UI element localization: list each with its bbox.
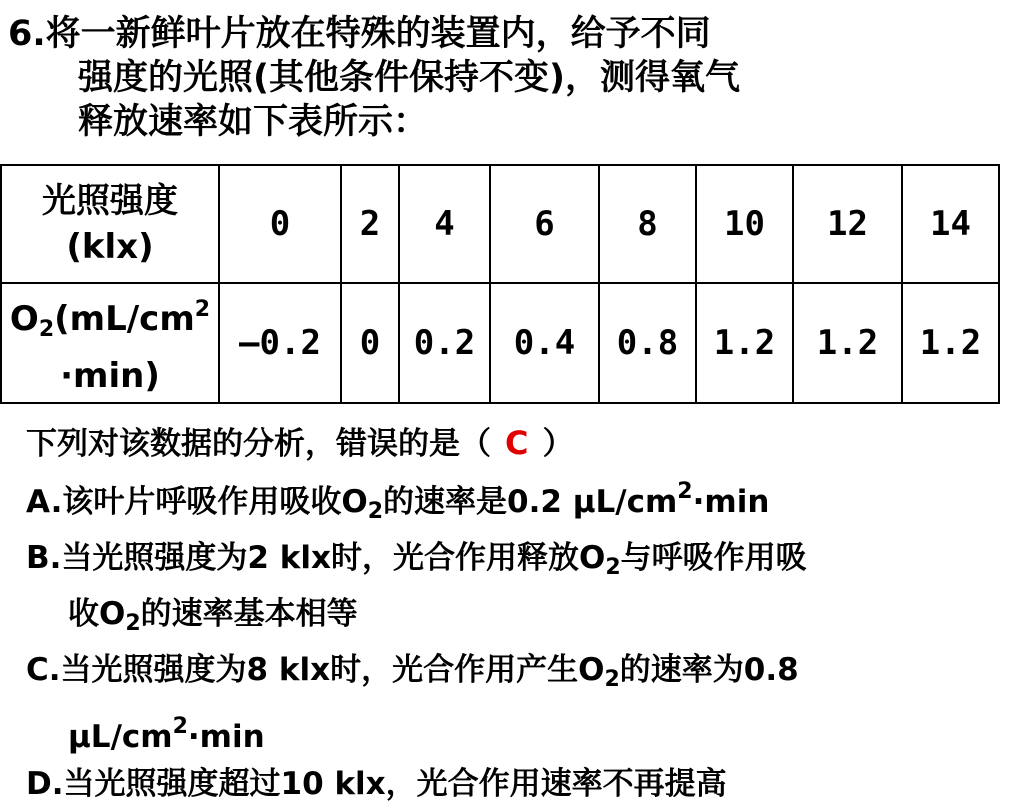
intensity-cell: 4 [399,165,490,283]
o2-rate-cell: —0.2 [219,283,341,403]
o2-rate-unit: ·min) [60,356,160,396]
o2-rate-cell: 0 [341,283,399,403]
stem-line-2: 强度的光照(其他条件保持不变)，测得氧气 [78,58,740,98]
light-intensity-label: 光照强度 [42,181,178,221]
option-a: A.该叶片呼吸作用吸收$O_2$的速率是0.2 $\mu L/cm^2\cdot\min$ [26,479,770,524]
light-intensity-row [1,165,999,283]
option-b-cont: 收$O_2$的速率基本相等 [68,596,358,636]
o2-rate-header [1,283,219,403]
o2-rate-row [1,283,999,403]
intensity-cell: 0 [219,165,341,283]
question-block [26,420,1016,808]
answer-label: C [505,424,529,462]
o2-rate-cell: 0.8 [599,283,696,403]
data-table [0,164,1000,404]
question-prompt: 下列对该数据的分析，错误的是（ C ） [26,424,574,462]
option-c: C.当光照强度为8 klx时，光合作用产生$O_2$的速率为0.8 [26,652,799,692]
option-c-cont: $\mu L/cm^2\cdot\min$ [68,714,265,755]
o2-rate-cell: 0.4 [490,283,599,403]
option-d: D.当光照强度超过10 klx，光合作用速率不再提高 [26,766,727,802]
intensity-cell: 2 [341,165,399,283]
intensity-cell: 6 [490,165,599,283]
stem-line-1: 6.将一新鲜叶片放在特殊的装置内，给予不同 [8,14,711,54]
intensity-cell: 14 [902,165,999,283]
intensity-cell: 12 [793,165,902,283]
o2-rate-cell: 1.2 [902,283,999,403]
stem-line-3: 释放速率如下表所示： [78,102,429,142]
light-intensity-unit: (klx) [66,227,154,267]
intensity-cell: 8 [599,165,696,283]
o2-rate-cell: 0.2 [399,283,490,403]
question-stem [8,12,1008,144]
o2-rate-label: $O_2(mL/cm^2$ [9,297,211,342]
o2-rate-cell: 1.2 [696,283,793,403]
intensity-cell: 10 [696,165,793,283]
o2-rate-cell: 1.2 [793,283,902,403]
light-intensity-header [1,165,219,283]
option-b: B.当光照强度为2 klx时，光合作用释放$O_2$与呼吸作用吸 [26,540,807,580]
